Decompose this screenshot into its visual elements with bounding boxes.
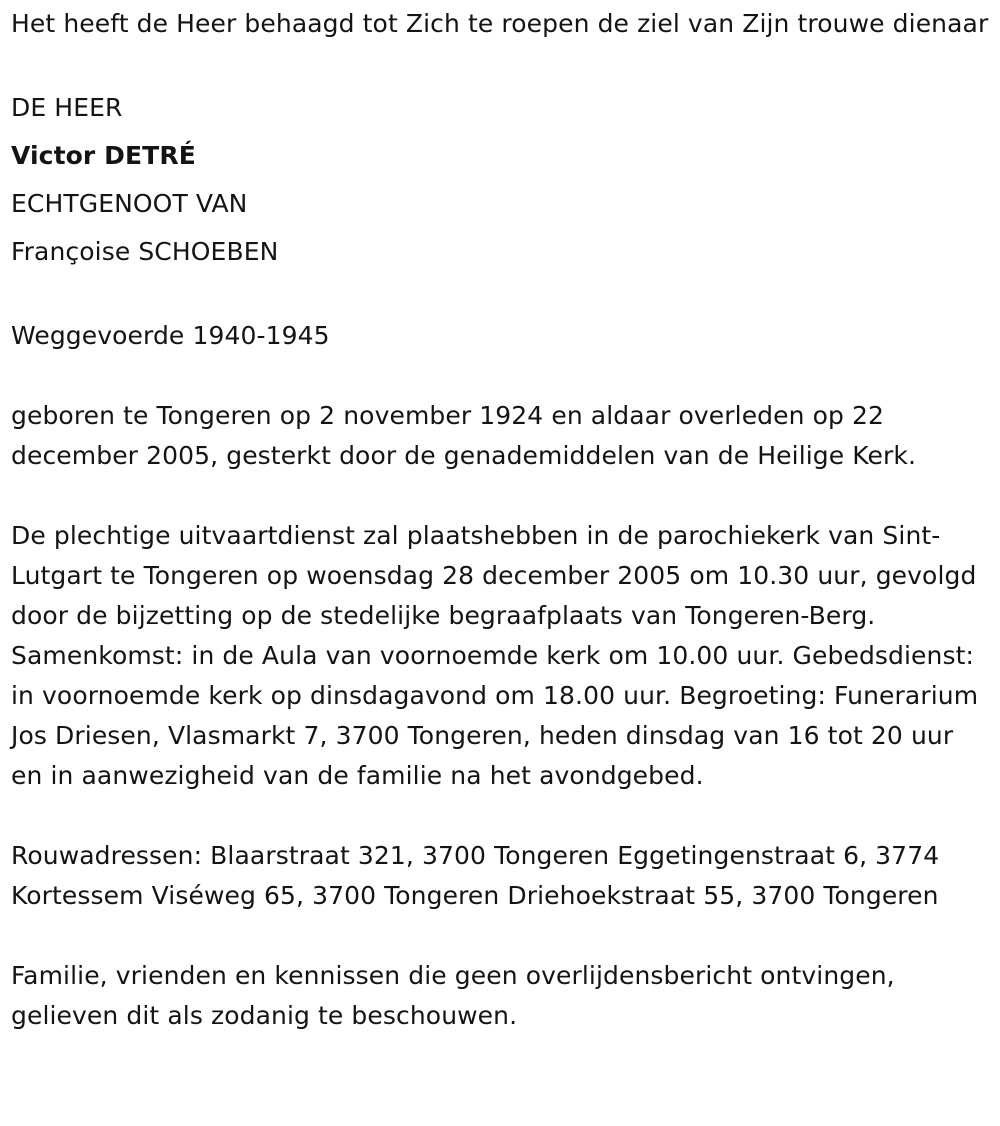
ceremony-paragraph: De plechtige uitvaartdienst zal plaatshebben in de parochiekerk van Sint-Lutgart te Tongeren op woensdag 28 december 2005 om 10.30 uur, gevolgd door de bijzetting op de stedelijke begraafplaats van Tongeren-Berg. Samenkomst: in de Aula van voornoemde kerk om 10.00 uur. Gebedsdienst: in voornoemde kerk op dinsdagavond om 18.00 uur. Begroeting: Funerarium Jos Driesen, Vlasmarkt 7, 3700 Tongeren, heden dinsdag van 16 tot 20 uur en in aanwezigheid van de familie na het avondgebed.	[11, 521, 979, 790]
intro-paragraph: Het heeft de Heer behaagd tot Zich te roepen de ziel van Zijn trouwe dienaar	[11, 9, 989, 38]
deceased-block	[11, 84, 990, 276]
spouse-label: ECHTGENOOT VAN	[11, 189, 248, 218]
deportation-note: Weggevoerde 1940-1945	[11, 321, 330, 350]
addresses-paragraph: Rouwadressen: Blaarstraat 321, 3700 Tongeren Eggetingenstraat 6, 3774 Kortessem Viséweg 65, 3700 Tongeren Driehoekstraat 55, 3700 Tongeren	[11, 841, 940, 910]
deceased-name: Victor DETRÉ	[11, 141, 196, 170]
spouse-name: Françoise SCHOEBEN	[11, 237, 279, 266]
closing-paragraph: Familie, vrienden en kennissen die geen overlijdensbericht ontvingen, gelieven dit als zodanig te beschouwen.	[11, 961, 895, 1030]
birth-death-paragraph: geboren te Tongeren op 2 november 1924 en aldaar overleden op 22 december 2005, gesterkt door de genademiddelen van de Heilige Kerk.	[11, 401, 917, 470]
honorific: DE HEER	[11, 93, 123, 122]
